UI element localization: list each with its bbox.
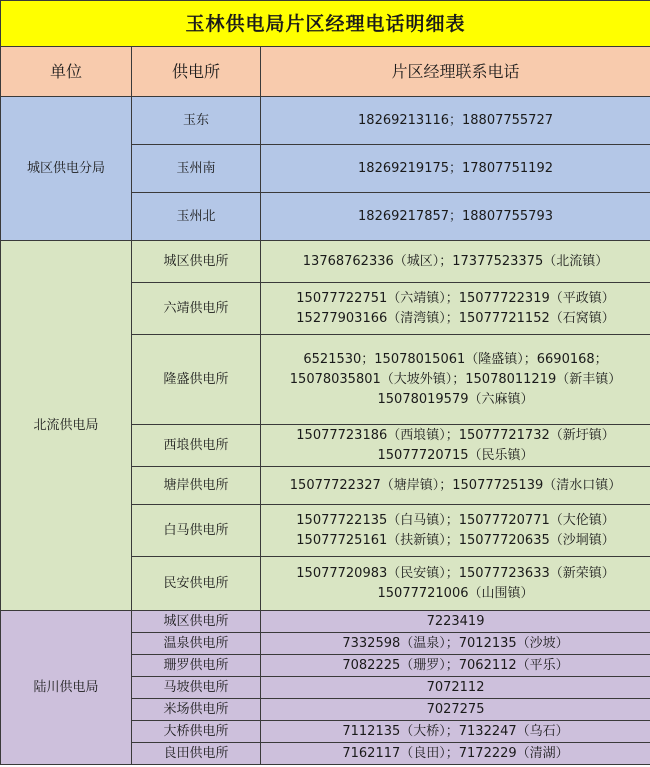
phone-line: 15077720715（民乐镇） (377, 447, 534, 463)
station-cell: 民安供电所 (132, 557, 261, 611)
phone-line: 13768762336（城区）；17377523375（北流镇） (302, 253, 609, 269)
table-title: 玉林供电局片区经理电话明细表 (1, 1, 650, 47)
phone-line: 15077725161（扶新镇）；15077720635（沙垌镇） (296, 532, 615, 548)
phone-cell (261, 633, 650, 655)
station-cell: 珊罗供电所 (132, 655, 261, 677)
phone-cell (261, 611, 650, 633)
phone-cell (261, 699, 650, 721)
station-cell: 隆盛供电所 (132, 335, 261, 425)
station-cell: 马坡供电所 (132, 677, 261, 699)
phone-line: 15077721006（山围镇） (377, 585, 534, 601)
phone-line: 7082225（珊罗）；7062112（平乐） (342, 657, 569, 673)
phone-cell (261, 743, 650, 765)
phone-line: 15077723186（西埌镇）；15077721732（新圩镇） (296, 427, 615, 443)
phone-cell (261, 557, 650, 611)
station-cell: 城区供电所 (132, 611, 261, 633)
phone-line: 6521530；15078015061（隆盛镇）；6690168； (303, 351, 608, 367)
phone-cell (261, 241, 650, 283)
phone-cell (261, 145, 650, 193)
phone-line: 7072112 (426, 679, 485, 695)
phone-cell (261, 505, 650, 557)
station-cell: 玉州南 (132, 145, 261, 193)
station-cell: 温泉供电所 (132, 633, 261, 655)
phone-line: 15077720983（民安镇）；15077723633（新荣镇） (296, 565, 615, 581)
phone-cell (261, 655, 650, 677)
unit-cell: 北流供电局 (1, 241, 132, 611)
phone-line: 7027275 (426, 701, 485, 717)
column-header-unit: 单位 (1, 47, 132, 97)
phone-line: 15078019579（六麻镇） (377, 391, 534, 407)
station-cell: 大桥供电所 (132, 721, 261, 743)
column-header-station: 供电所 (132, 47, 261, 97)
unit-cell: 城区供电分局 (1, 97, 132, 241)
column-header-phone: 片区经理联系电话 (261, 47, 650, 97)
station-cell: 城区供电所 (132, 241, 261, 283)
phone-cell (261, 335, 650, 425)
station-cell: 玉州北 (132, 193, 261, 241)
phone-line: 7332598（温泉）；7012135（沙坡） (342, 635, 569, 651)
phone-cell (261, 467, 650, 505)
phone-line: 15077722135（白马镇）；15077720771（大伦镇） (296, 512, 615, 528)
phone-line: 7162117（良田）；7172229（清湖） (342, 745, 569, 761)
table-row (1, 241, 650, 283)
table-row (1, 97, 650, 145)
unit-cell: 陆川供电局 (1, 611, 132, 765)
station-cell: 良田供电所 (132, 743, 261, 765)
phone-line: 7112135（大桥）；7132247（乌石） (342, 723, 569, 739)
phone-line: 15078035801（大坡外镇）；15078011219（新丰镇） (289, 371, 622, 387)
table-row (1, 611, 650, 633)
phone-cell (261, 97, 650, 145)
phone-line: 18269213116；18807755727 (358, 112, 553, 128)
phone-line: 15077722751（六靖镇）；15077722319（平政镇） (296, 290, 615, 306)
phone-cell (261, 283, 650, 335)
phone-cell (261, 677, 650, 699)
phone-cell (261, 425, 650, 467)
phone-cell (261, 721, 650, 743)
header-row (1, 47, 650, 97)
phone-line: 15277903166（清湾镇）；15077721152（石窝镇） (296, 310, 615, 326)
phone-cell (261, 193, 650, 241)
station-cell: 白马供电所 (132, 505, 261, 557)
station-cell: 六靖供电所 (132, 283, 261, 335)
phone-line: 7223419 (426, 613, 485, 629)
phone-line: 18269219175；17807751192 (358, 160, 553, 176)
station-cell: 米场供电所 (132, 699, 261, 721)
phone-line: 18269217857；18807755793 (358, 208, 553, 224)
station-cell: 塘岸供电所 (132, 467, 261, 505)
station-cell: 西埌供电所 (132, 425, 261, 467)
station-cell: 玉东 (132, 97, 261, 145)
phone-line: 15077722327（塘岸镇）；15077725139（清水口镇） (289, 477, 622, 493)
